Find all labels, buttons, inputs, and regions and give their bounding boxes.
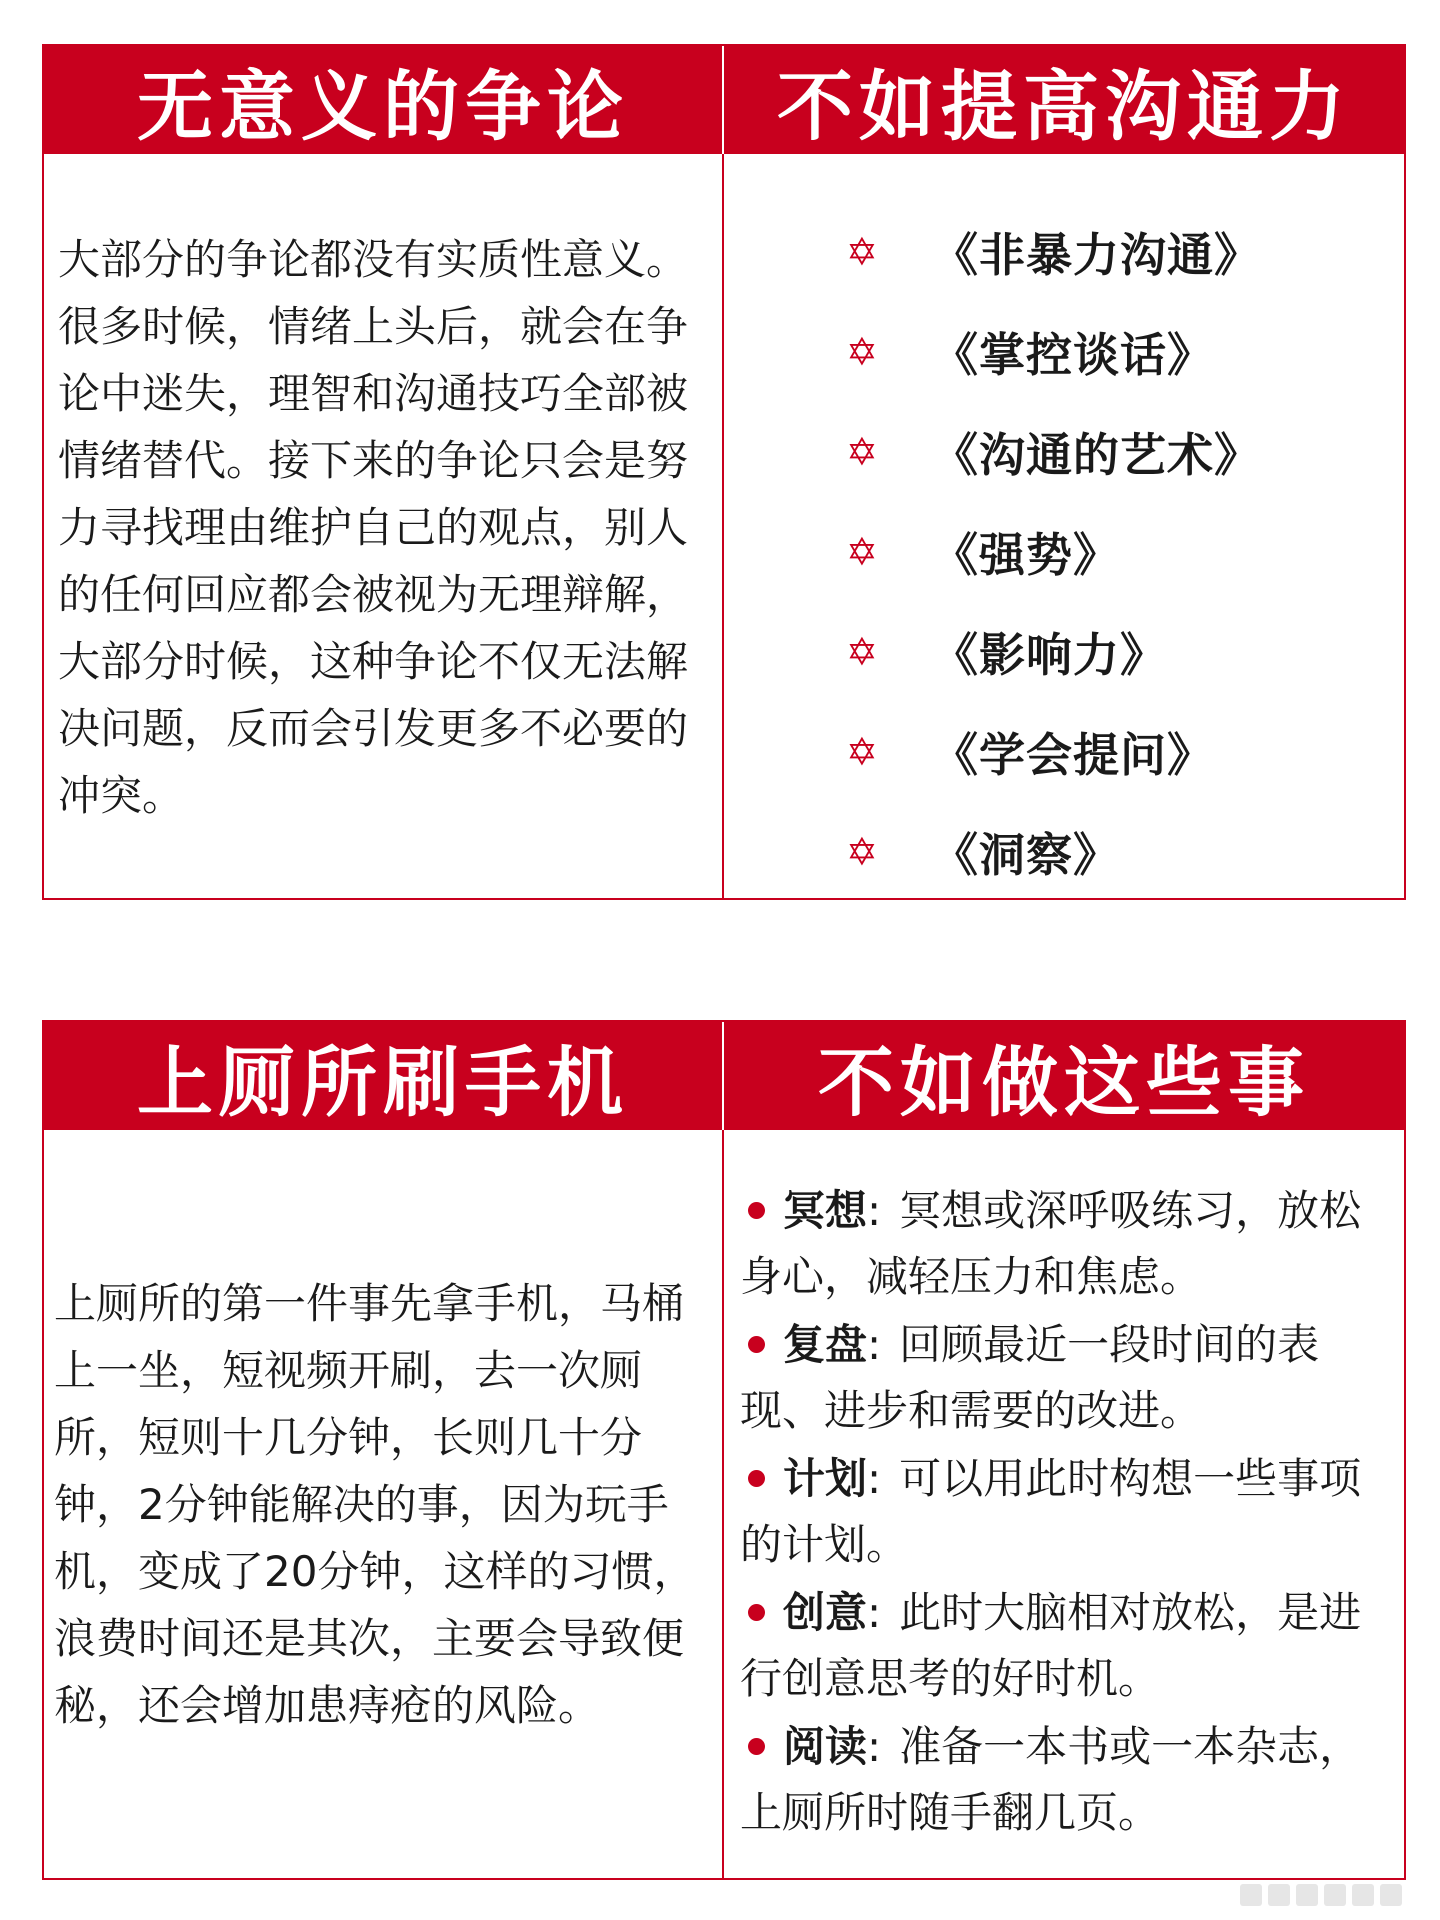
tip-text: 回顾最近一段时间的表现、进步和需要的改进。 — [740, 1320, 1320, 1435]
tip-item — [740, 1714, 1400, 1846]
book-item — [846, 402, 1261, 502]
tips-list — [740, 1178, 1400, 1848]
arguments-text-cell — [44, 154, 724, 898]
panel-toilet-phone — [42, 1020, 1406, 1880]
book-list-cell — [724, 154, 1404, 898]
panel-communication — [42, 44, 1406, 900]
header-improve-communication: 不如提高沟通力 — [724, 46, 1404, 154]
red-dot-icon — [748, 1336, 765, 1353]
book-title: 《沟通的艺术》 — [932, 428, 1261, 482]
red-dot-icon — [748, 1202, 765, 1219]
book-title: 《非暴力沟通》 — [932, 228, 1261, 282]
tip-item — [740, 1580, 1400, 1712]
tip-colon: : — [867, 1722, 882, 1771]
book-title: 《洞察》 — [932, 828, 1120, 882]
tip-text: 可以用此时构想一些事项的计划。 — [740, 1454, 1362, 1569]
tip-text: 此时大脑相对放松，是进行创意思考的好时机。 — [740, 1588, 1362, 1703]
red-dot-icon — [748, 1738, 765, 1755]
arguments-paragraph: 大部分的争论都没有实质性意义。很多时候，情绪上头后，就会在争论中迷失，理智和沟通技巧全部被情绪替代。接下来的争论只会是努力寻找理由维护自己的观点，别人的任何回应都会被视为无理辩解，大部分时候，这种争论不仅无法解决问题，反而会引发更多不必要的冲突。 — [58, 235, 689, 820]
book-item — [846, 302, 1261, 402]
tip-text: 准备一本书或一本杂志，上厕所时随手翻几页。 — [740, 1722, 1362, 1837]
tip-text: 冥想或深呼吸练习，放松身心，减轻压力和焦虑。 — [740, 1186, 1362, 1301]
book-item — [846, 802, 1261, 902]
tip-key: 冥想 — [783, 1186, 868, 1235]
book-item — [846, 202, 1261, 302]
tip-colon: : — [867, 1320, 882, 1369]
tip-item — [740, 1446, 1400, 1578]
book-title: 《掌控谈话》 — [932, 328, 1214, 382]
star-of-david-icon: ✡ — [846, 630, 878, 674]
star-of-david-icon: ✡ — [846, 430, 878, 474]
star-of-david-icon: ✡ — [846, 530, 878, 574]
tip-colon: : — [867, 1588, 882, 1637]
star-of-david-icon: ✡ — [846, 730, 878, 774]
tip-key: 创意 — [783, 1588, 868, 1637]
tip-item — [740, 1178, 1400, 1310]
star-of-david-icon: ✡ — [846, 330, 878, 374]
book-item — [846, 602, 1261, 702]
red-dot-icon — [748, 1604, 765, 1621]
book-item — [846, 502, 1261, 602]
watermark — [1240, 1884, 1402, 1906]
tip-colon: : — [867, 1454, 882, 1503]
book-list — [846, 202, 1261, 902]
tip-key: 阅读 — [783, 1722, 868, 1771]
tip-item — [740, 1312, 1400, 1444]
star-of-david-icon: ✡ — [846, 230, 878, 274]
book-item — [846, 702, 1261, 802]
tip-key: 复盘 — [783, 1320, 868, 1369]
toilet-paragraph: 上厕所的第一件事先拿手机，马桶上一坐，短视频开刷，去一次厕所，短则十几分钟，长则几十分钟，2分钟能解决的事，因为玩手机，变成了20分钟，这样的习惯，浪费时间还是其次，主要会导致便秘，还会增加患痔疮的风险。 — [54, 1279, 696, 1730]
header-phone-on-toilet: 上厕所刷手机 — [44, 1022, 724, 1130]
book-title: 《学会提问》 — [932, 728, 1214, 782]
toilet-text-cell — [44, 1130, 724, 1878]
book-title: 《影响力》 — [932, 628, 1167, 682]
header-do-these-instead: 不如做这些事 — [724, 1022, 1404, 1130]
tip-key: 计划 — [783, 1454, 868, 1503]
star-of-david-icon: ✡ — [846, 830, 878, 874]
red-dot-icon — [748, 1470, 765, 1487]
tips-cell — [724, 1130, 1404, 1878]
tip-colon: : — [867, 1186, 882, 1235]
header-meaningless-arguments: 无意义的争论 — [44, 46, 724, 154]
book-title: 《强势》 — [932, 528, 1120, 582]
